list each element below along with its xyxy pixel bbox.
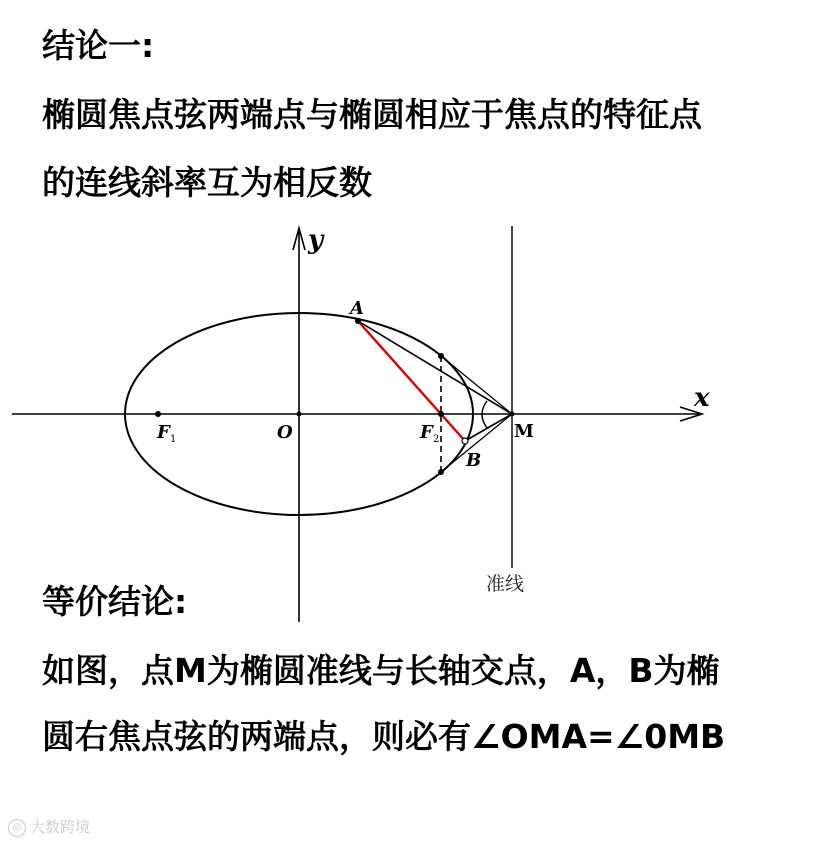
line-latus-top-m xyxy=(441,356,512,414)
focus-right-label: F xyxy=(420,422,433,443)
equivalent-title: 等价结论: xyxy=(42,582,188,621)
point-latus-bottom xyxy=(438,469,444,475)
point-origin xyxy=(297,412,302,417)
focus-right-subscript: 2 xyxy=(433,434,440,445)
conclusion-statement-line-2: 的连线斜率互为相反数 xyxy=(42,163,372,202)
x-axis-label: x xyxy=(694,383,710,413)
point-a-label: A xyxy=(350,298,364,319)
y-axis-label: y xyxy=(308,225,324,255)
point-m-label: M xyxy=(514,421,534,442)
conclusion-title: 结论一: xyxy=(42,26,155,65)
point-m xyxy=(510,412,515,417)
origin-label: O xyxy=(277,422,293,443)
point-f1 xyxy=(155,411,161,417)
equivalent-line-2: 圆右焦点弦的两端点，则必有∠OMA=∠0MB xyxy=(42,717,726,756)
conclusion-statement-line-1: 椭圆焦点弦两端点与椭圆相应于焦点的特征点 xyxy=(42,95,702,134)
point-f2 xyxy=(438,411,444,417)
directrix-label: 准线 xyxy=(486,573,525,595)
point-b xyxy=(462,438,468,444)
focus-left-subscript: 1 xyxy=(170,434,177,445)
equivalent-line-1: 如图，点M为椭圆准线与长轴交点，A，B为椭 xyxy=(42,651,720,690)
focus-left-label: F xyxy=(157,422,170,443)
point-b-label: B xyxy=(466,450,482,471)
line-am xyxy=(358,321,512,414)
focal-chord-ab xyxy=(358,321,465,441)
watermark-logo-icon: ◎ xyxy=(8,819,26,837)
watermark xyxy=(8,816,90,837)
watermark-text: 大数跨境 xyxy=(30,818,91,836)
point-latus-top xyxy=(438,353,444,359)
